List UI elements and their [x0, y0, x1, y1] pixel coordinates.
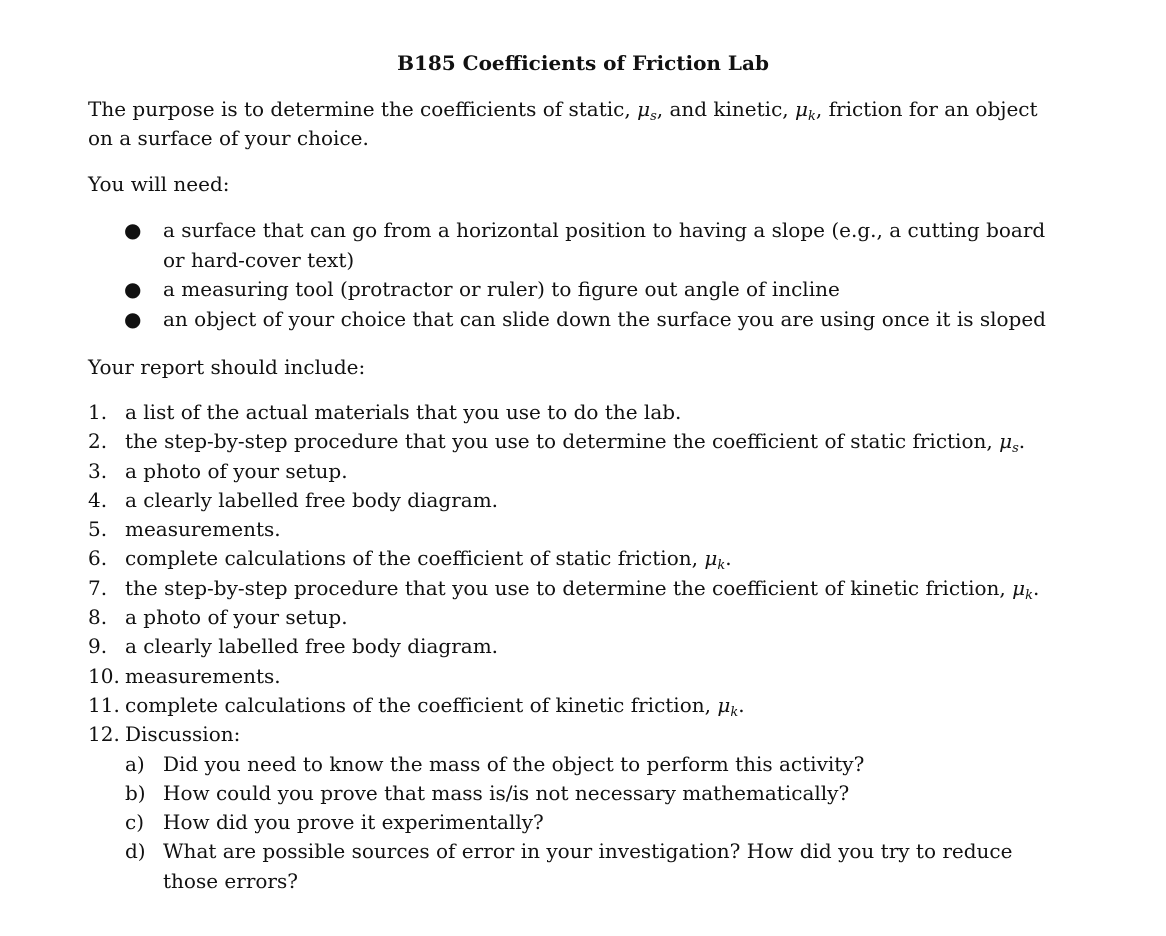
list-item: b) How could you prove that mass is/is not necessary mathematically?: [125, 780, 850, 805]
list-item: 10. measurements.: [88, 663, 281, 688]
list-item: 6. complete calculations of the coefficient of static friction, $\mu_k$.: [88, 546, 732, 574]
list-item: 8. a photo of your setup.: [88, 605, 348, 630]
mu-kinetic-symbol: $\mu_k$: [795, 97, 816, 124]
need-heading: You will need:: [88, 172, 230, 196]
bullet-icon: ●: [124, 277, 142, 301]
mu-symbol: $\mu_s$: [999, 429, 1019, 457]
list-item: 4. a clearly labelled free body diagram.: [88, 487, 499, 512]
list-item: 11. complete calculations of the coefficient of kinetic friction, $\mu_k$.: [88, 692, 745, 720]
purpose-text-2: , and kinetic,: [656, 97, 795, 121]
report-items-list: [88, 398, 1068, 896]
purpose-paragraph: [88, 95, 1068, 153]
bullet-icon: ●: [124, 218, 142, 242]
list-item: ● a surface that can go from a horizontal position to having a slope (e.g., a cutting board or hard-cover text): [124, 218, 1046, 272]
list-item: 12. Discussion: a) Did you need to know the mass of the object to perform this activity? b) How could you prove that mass is/is not necessary mathematically? c) How did you prove it experimentally? d) What are possible sources of error in your investigation? How did you try to reduce those errors?: [88, 720, 1068, 896]
bullet-icon: ●: [124, 306, 142, 331]
list-item: 2. the step-by-step procedure that you use to determine the coefficient of static friction, $\mu_s$.: [88, 429, 1026, 457]
list-item: d) What are possible sources of error in your investigation? How did you try to reduce those errors?: [125, 839, 1013, 893]
purpose-text-1: The purpose is to determine the coefficients of static,: [88, 97, 638, 121]
list-item: ● an object of your choice that can slide down the surface you are using once it is sloped: [88, 305, 1068, 335]
list-item: ● a measuring tool (protractor or ruler) to figure out angle of incline: [88, 275, 1068, 305]
mu-symbol: $\mu_k$: [704, 546, 726, 574]
page-title: B185 Coefficients of Friction Lab: [397, 51, 769, 75]
mu-symbol: $\mu_k$: [717, 692, 739, 720]
list-item: 5. measurements.: [88, 517, 281, 542]
list-item: 1. a list of the actual materials that you use to do the lab.: [88, 400, 682, 424]
list-item: c) How did you prove it experimentally?: [125, 810, 544, 835]
list-item: 9. a clearly labelled free body diagram.: [88, 634, 499, 659]
purpose-text-3: , friction for an object on a surface of your choice.: [88, 97, 1038, 150]
mu-static-symbol: $\mu_s$: [637, 97, 657, 124]
report-heading: Your report should include:: [88, 355, 366, 379]
materials-list: [88, 216, 1068, 334]
discussion-questions-list: [125, 750, 1068, 896]
list-item: 3. a photo of your setup.: [88, 458, 348, 483]
list-item: 7. the step-by-step procedure that you use to determine the coefficient of kinetic friction, $\mu_k$.: [88, 575, 1040, 603]
mu-symbol: $\mu_k$: [1012, 575, 1033, 603]
list-item: a) Did you need to know the mass of the object to perform this activity?: [125, 751, 865, 776]
